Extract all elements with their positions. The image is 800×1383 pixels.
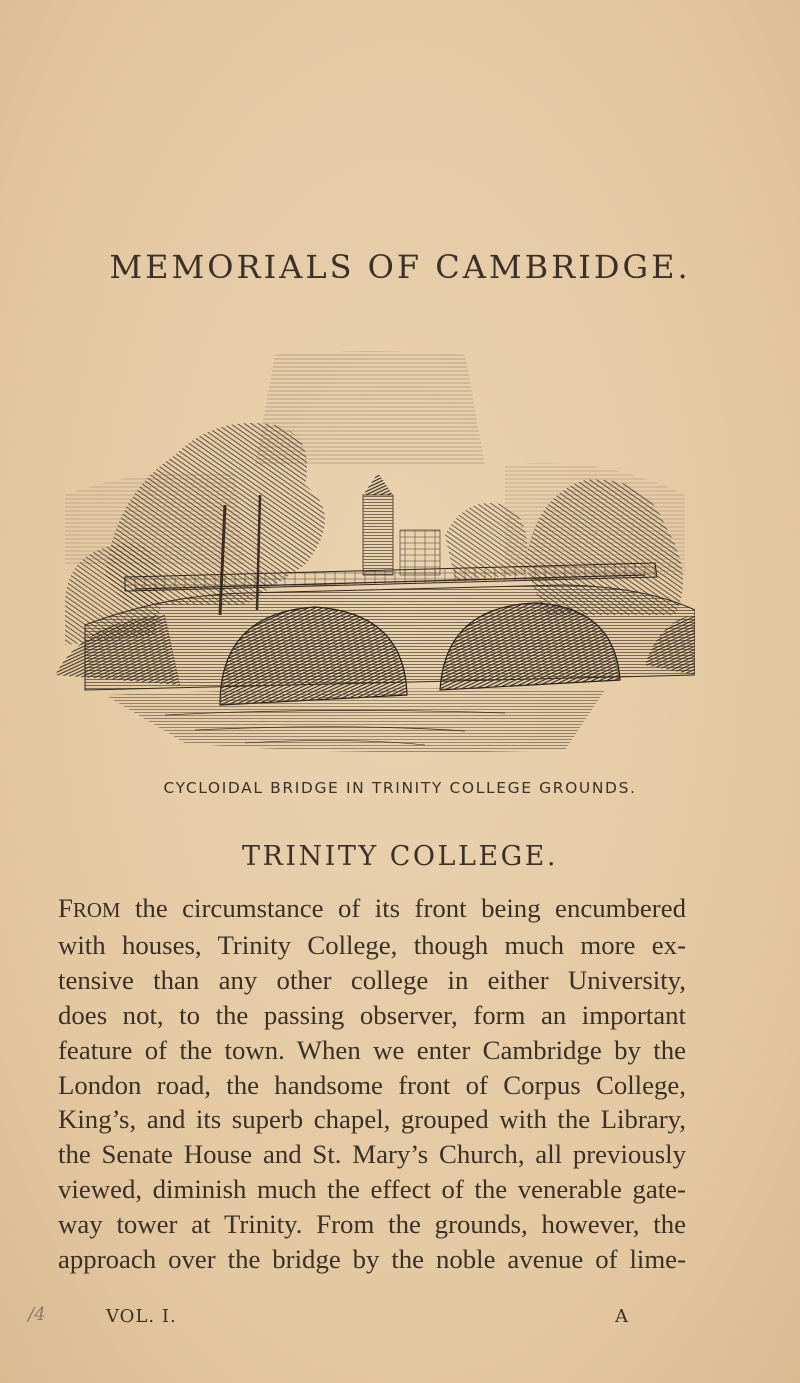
text-line: viewed, diminish much the effect of the venerable gate- — [58, 1174, 686, 1205]
illustration-caption: CYCLOIDAL BRIDGE IN TRINITY COLLEGE GROUNDS. — [163, 779, 637, 797]
page-footer — [28, 1304, 686, 1336]
text-line: approach over the bridge by the noble avenue of lime- — [58, 1244, 686, 1275]
text-line: with houses, Trinity College, though much more ex- — [58, 929, 686, 960]
signature-mark: A — [615, 1306, 628, 1327]
text-line: FROM the circumstance of its front being encumbered — [58, 893, 686, 923]
text-line: tensive than any other college in either University, — [58, 964, 686, 995]
body-paragraph — [58, 891, 686, 1277]
text-line: does not, to the passing observer, form an important — [58, 999, 686, 1030]
pencil-annotation: /4 — [28, 1304, 46, 1325]
volume-label: VOL. I. — [106, 1306, 177, 1327]
running-title: MEMORIALS OF CAMBRIDGE. — [109, 248, 691, 286]
text-line: way tower at Trinity. From the grounds, however, the — [58, 1209, 686, 1240]
text-line: feature of the town. When we enter Cambridge by the — [58, 1034, 686, 1065]
bridge-engraving — [45, 345, 695, 765]
text-line: the Senate House and St. Mary’s Church, all previously — [58, 1139, 686, 1170]
section-title: TRINITY COLLEGE. — [242, 841, 558, 872]
text-line: London road, the handsome front of Corpus College, — [58, 1069, 686, 1100]
text-line: King’s, and its superb chapel, grouped with the Library, — [58, 1104, 686, 1135]
